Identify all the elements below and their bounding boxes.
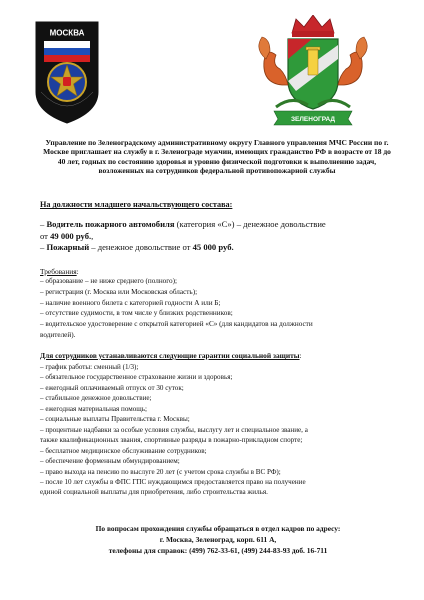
- vacancy-driver-end: ,: [91, 230, 94, 241]
- requirement-item: водителей).: [40, 330, 76, 339]
- guarantee-item: – стабильное денежное довольствие;: [40, 394, 152, 403]
- vacancy-driver-title: Водитель пожарного автомобиля: [46, 219, 175, 229]
- vacancies-list: [40, 219, 396, 254]
- vacancy-driver-from: от: [40, 230, 51, 241]
- vacancy-driver-salary-line: [40, 231, 396, 243]
- requirement-item: – водительское удостоверение с открытой категорией «С» (для кандидатов на должности: [40, 320, 313, 329]
- emblem-left-title: МОСКВА: [49, 28, 85, 38]
- guarantees-heading-line: [40, 351, 400, 360]
- vacancy-driver-dash: –: [40, 219, 47, 229]
- mchs-moscow-emblem: [32, 20, 102, 125]
- requirement-item: – отсутствие судимости, в том числе у близких родственников;: [40, 309, 233, 318]
- vacancy-fireman: [40, 242, 396, 254]
- requirements-heading: Требования: [40, 267, 77, 276]
- contacts-phones: телефоны для справок: (499) 762-33-61, (499) 244-83-93 доб. 16-711: [108, 546, 328, 556]
- guarantee-item: – бесплатное медицинское обслуживание сотрудников;: [40, 446, 207, 455]
- guarantees-heading: Для сотрудников устанавливаются следующие гарантии социальной защиты: [40, 351, 300, 360]
- guarantee-item: – после 10 лет службы в ФПС ГПС нуждающимся предоставляется право на получение: [40, 477, 306, 486]
- guarantee-item: – ежегодная материальная помощь;: [40, 404, 147, 413]
- flag-red-stripe: [44, 55, 90, 62]
- zelenograd-coat-of-arms: [252, 15, 374, 127]
- vacancy-fireman-title: Пожарный: [46, 242, 90, 253]
- requirement-item: – образование – не ниже среднего (полного);: [40, 277, 178, 285]
- vacancy-driver: [40, 219, 396, 231]
- vacancy-fireman-dash: –: [40, 242, 47, 253]
- vacancies-heading: На должности младшего начальствующего состава:: [40, 200, 233, 209]
- guarantees-list: [40, 362, 400, 498]
- requirements-heading-line: [40, 267, 79, 276]
- squirrel-right-icon: [338, 52, 362, 85]
- guarantee-item: – график работы: сменный (1/3);: [40, 363, 139, 371]
- vacancy-driver-salary: 49 000 руб.: [50, 230, 92, 241]
- guarantee-item: также квалификационных звания, спортивные разряды в пожарно-прикладном спорте;: [40, 436, 303, 445]
- contacts-block: [40, 523, 396, 556]
- guarantee-item: единой социальной выплаты для приобретения, либо строительства жилья.: [40, 488, 268, 497]
- crown-icon: [292, 15, 334, 33]
- requirements-list: [40, 276, 400, 341]
- guarantee-item: – процентные надбавки за особые условия службы, выслугу лет и специальное звание, а: [40, 425, 308, 434]
- squirrel-left-icon: [264, 52, 288, 85]
- guarantee-item: – обеспечение форменным обмундированием;: [40, 457, 180, 466]
- guarantee-item: – ежегодный оплачиваемый отпуск от 30 суток;: [40, 383, 184, 392]
- guarantee-item: – обязательное государственное страхование жизни и здоровья;: [40, 373, 233, 382]
- requirement-item: – наличие военного билета с категорией годности А или Б;: [40, 298, 221, 307]
- crown-base: [292, 31, 334, 37]
- guarantee-item: – социальные выплаты Правительства г. Москвы;: [40, 415, 190, 424]
- contacts-address: г. Москва, Зеленоград, корп. 611 А,: [159, 535, 277, 545]
- vacancy-driver-category: (категория «С») – денежное довольствие: [174, 219, 326, 229]
- vacancy-fireman-salary: 45 000 руб.: [192, 242, 234, 253]
- guarantees-heading-colon: :: [299, 351, 302, 360]
- flag-blue-stripe: [44, 48, 90, 55]
- requirements-heading-colon: :: [76, 267, 79, 276]
- shield-tower-icon: [306, 47, 320, 75]
- emblem-right-title: ЗЕЛЕНОГРАД: [290, 116, 336, 123]
- vacancy-fireman-text: – денежное довольствие от: [89, 242, 193, 253]
- requirement-item: – регистрация (г. Москва или Московская область);: [40, 287, 198, 296]
- guarantee-item: – право выхода на пенсию по выслуге 20 лет (с учетом срока службы в ВС РФ);: [40, 467, 281, 476]
- contacts-intro: По вопросам прохождения службы обращаться в отдел кадров по адресу:: [95, 524, 341, 533]
- intro-paragraph: Управление по Зеленоградскому административному округу Главного управления МЧС России по г. Москве приглашает на службу в г. Зеленограде мужчин, имеющих гражданство РФ в возрасте от 18 до 40 лет, годных по состоянию здоровья и уровню физической подготовки к выполнению задач, возложенных на сотрудников федеральной противопожарной службы: [43, 138, 391, 176]
- flag-white-stripe: [44, 41, 90, 48]
- emblem-center-shield: [63, 77, 71, 86]
